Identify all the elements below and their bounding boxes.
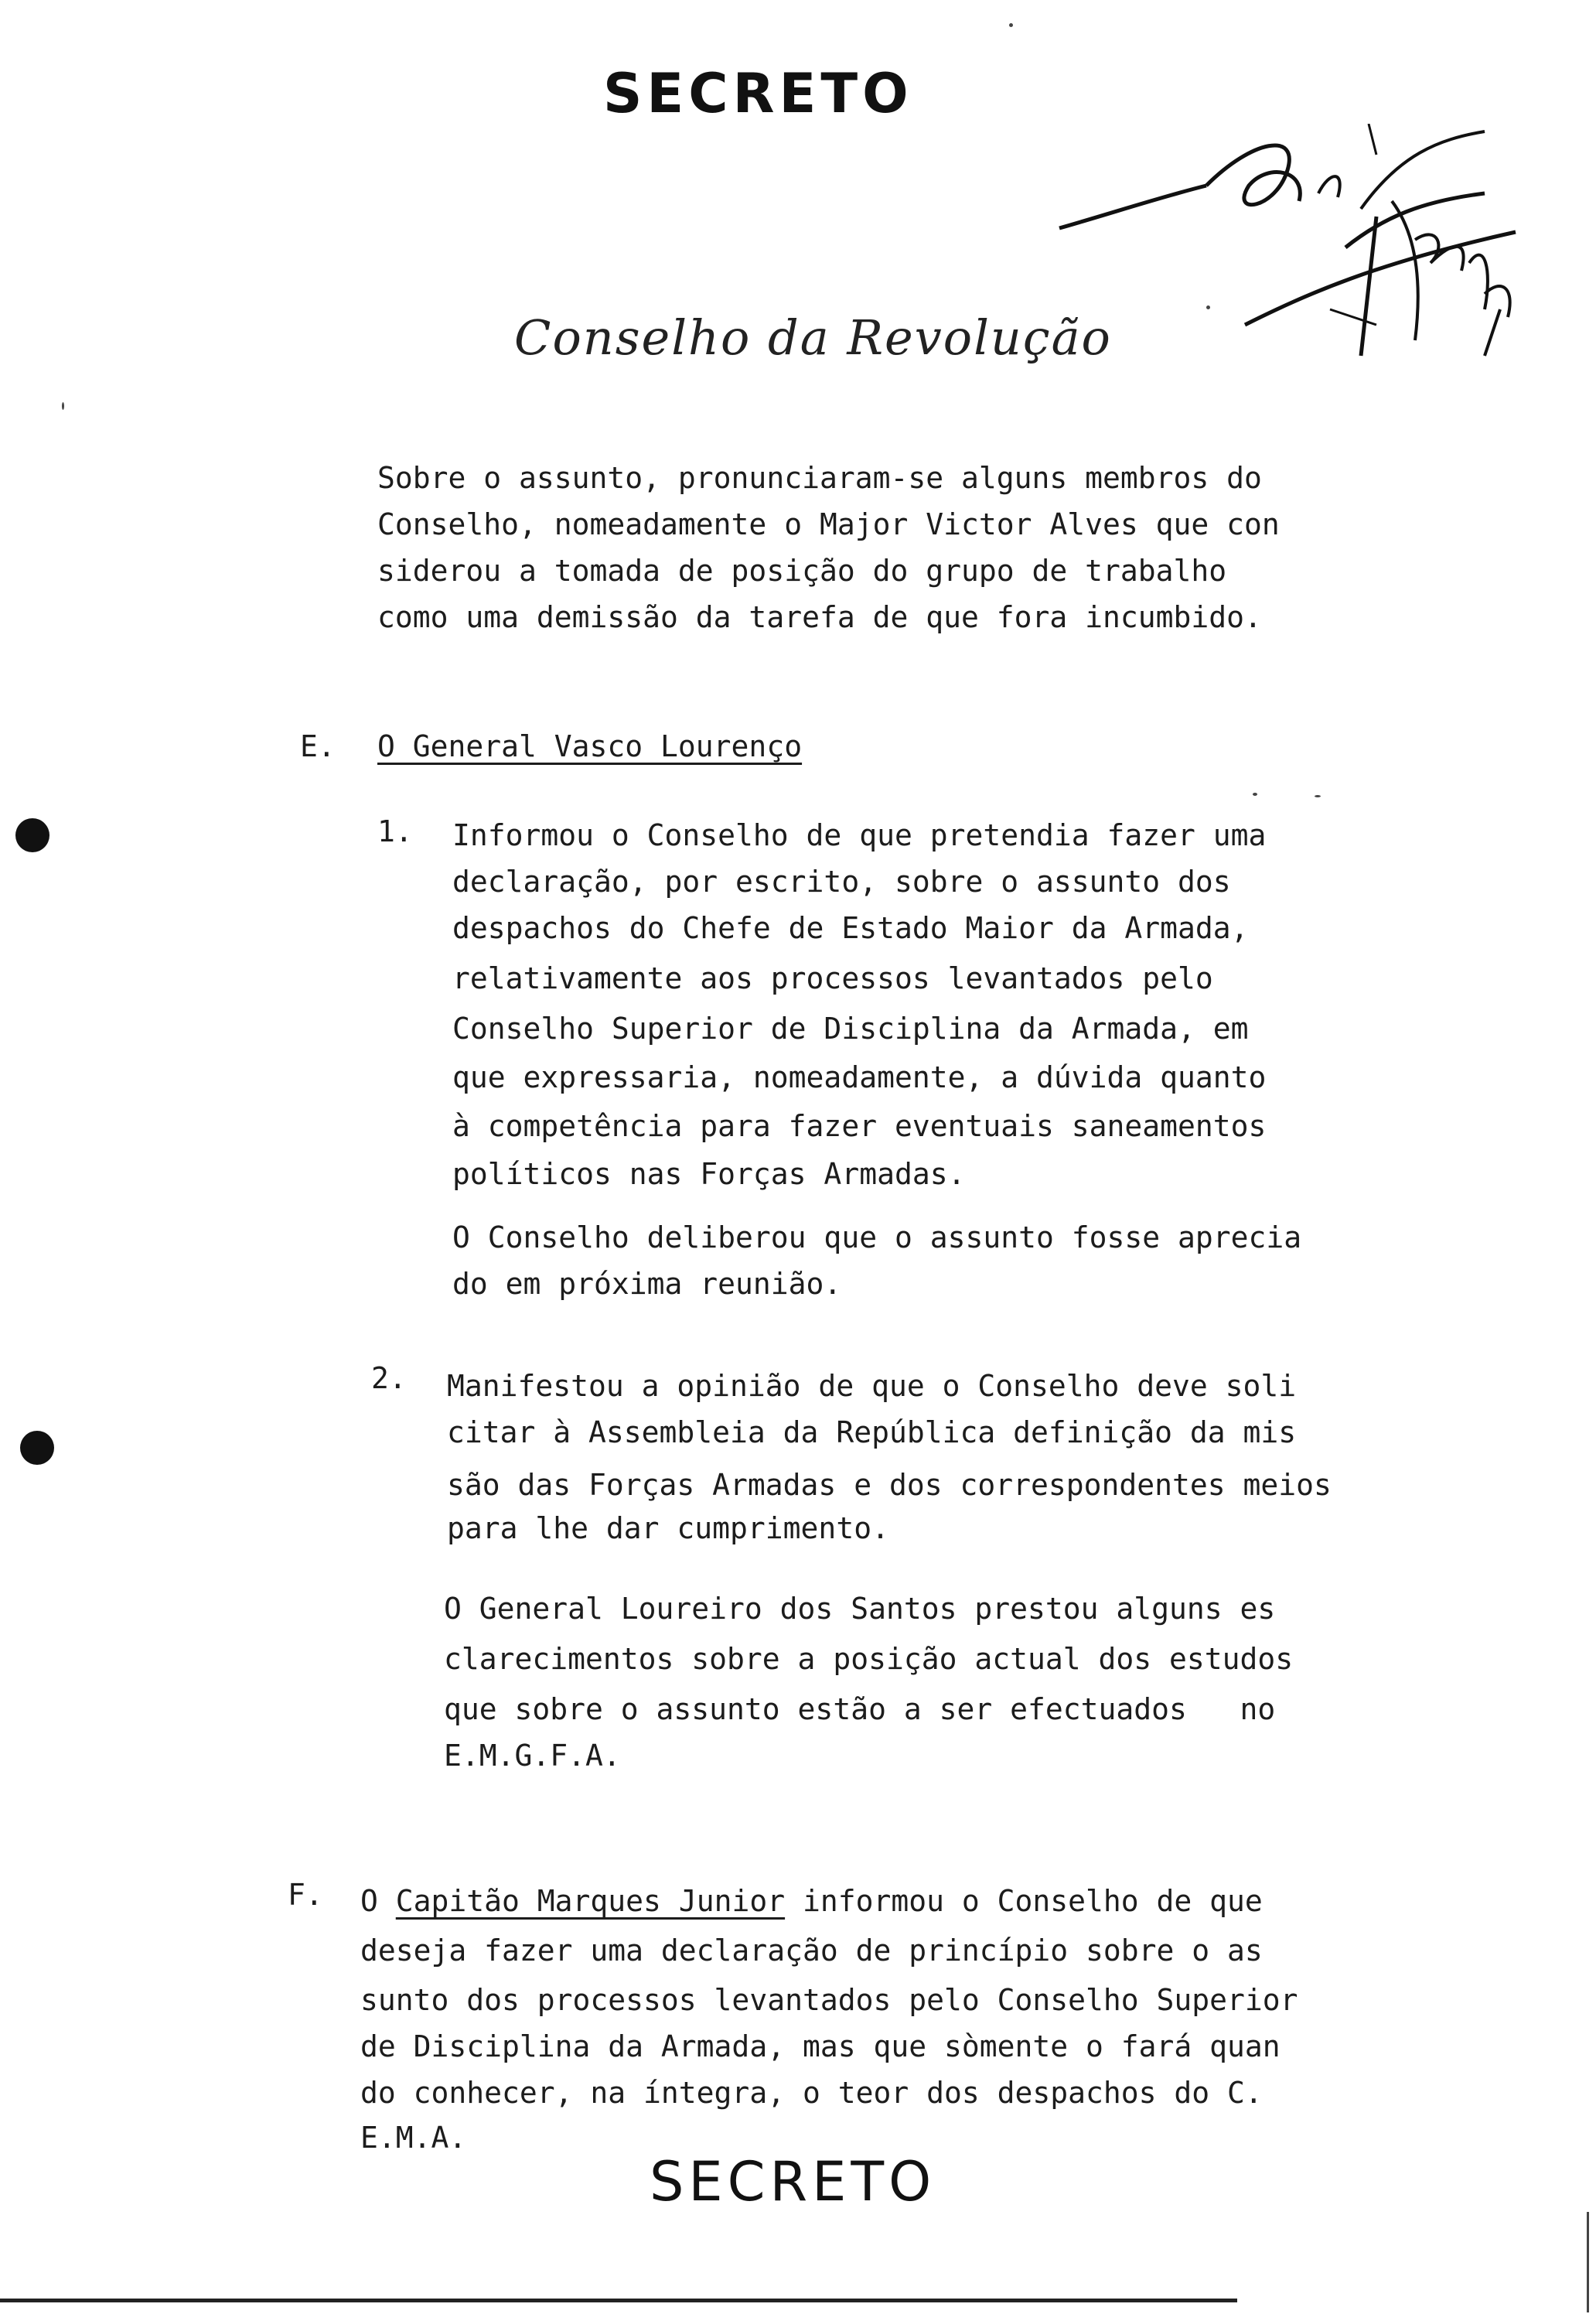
item-2-followup-1: O General Loureiro dos Santos prestou alguns es: [444, 1592, 1276, 1626]
section-f-line-3: de Disciplina da Armada, mas que sòmente o fará quan: [360, 2029, 1281, 2063]
item-1-line-8: políticos nas Forças Armadas.: [452, 1157, 966, 1191]
secret-stamp-bottom: SECRETO: [650, 2150, 936, 2213]
item-1-line-6: que expressaria, nomeadamente, a dúvida quanto: [452, 1060, 1267, 1094]
intro-line-1: Sobre o assunto, pronunciaram-se alguns membros do: [377, 461, 1262, 495]
item-2-followup-2: clarecimentos sobre a posição actual dos estudos: [444, 1642, 1294, 1676]
item-1-followup-2: do em próxima reunião.: [452, 1267, 842, 1301]
item-1-number: 1.: [377, 814, 413, 848]
section-f-line-5: E.M.A.: [360, 2121, 467, 2155]
intro-line-4: como uma demissão da tarefa de que fora incumbido.: [377, 600, 1262, 634]
punch-hole-lower: [20, 1431, 54, 1465]
item-1-line-3: despachos do Chefe de Estado Maior da Armada,: [452, 911, 1249, 945]
section-e-heading: O General Vasco Lourenço: [377, 729, 803, 763]
section-f-line-1: deseja fazer uma declaração de princípio sobre o as: [360, 1933, 1263, 1968]
section-f-first-rest: informou o Conselho de que: [785, 1884, 1263, 1918]
intro-line-3: siderou a tomada de posição do grupo de trabalho: [377, 554, 1227, 588]
letterhead: Conselho da Revolução: [514, 309, 1112, 366]
speck: [1009, 23, 1013, 27]
right-edge-line: [1587, 2212, 1589, 2312]
punch-hole-upper: [15, 818, 49, 852]
speck: [1206, 305, 1210, 309]
item-1-line-2: declaração, por escrito, sobre o assunto dos: [452, 865, 1231, 899]
item-2-line-1: Manifestou a opinião de que o Conselho deve soli: [447, 1369, 1297, 1403]
section-f-first-line: [360, 1878, 1263, 1924]
speck: [1315, 795, 1321, 797]
item-2-followup-4: E.M.G.F.A.: [444, 1739, 621, 1773]
section-f-heading: Capitão Marques Junior: [395, 1884, 786, 1918]
item-1-line-1: Informou o Conselho de que pretendia fazer uma: [452, 818, 1267, 852]
speck: [1253, 793, 1257, 796]
section-f-line-2: sunto dos processos levantados pelo Conselho Superior: [360, 1983, 1298, 2017]
item-2-followup-3: que sobre o assunto estão a ser efectuados no: [444, 1692, 1276, 1726]
section-f-label: F.: [288, 1878, 323, 1912]
item-2-line-4: para lhe dar cumprimento.: [447, 1511, 889, 1545]
section-e-label: E.: [300, 729, 336, 763]
item-2-line-2: citar à Assembleia da República definição da mis: [447, 1415, 1297, 1449]
item-1-followup-1: O Conselho deliberou que o assunto fosse aprecia: [452, 1220, 1302, 1254]
speck: [62, 402, 64, 410]
item-2-number: 2.: [371, 1361, 407, 1395]
item-1-line-7: à competência para fazer eventuais saneamentos: [452, 1109, 1267, 1143]
intro-line-2: Conselho, nomeadamente o Major Victor Alves que con: [377, 507, 1280, 541]
handwritten-signature: [1052, 124, 1531, 387]
item-2-line-3: são das Forças Armadas e dos correspondentes meios: [447, 1468, 1332, 1502]
bottom-edge-line: [0, 2299, 1237, 2302]
item-1-line-5: Conselho Superior de Disciplina da Armada, em: [452, 1012, 1249, 1046]
section-f-line-4: do conhecer, na íntegra, o teor dos despachos do C.: [360, 2076, 1263, 2110]
item-1-line-4: relativamente aos processos levantados pelo: [452, 961, 1213, 995]
secret-stamp-top: SECRETO: [603, 62, 913, 125]
section-f-lead: O: [360, 1884, 396, 1918]
